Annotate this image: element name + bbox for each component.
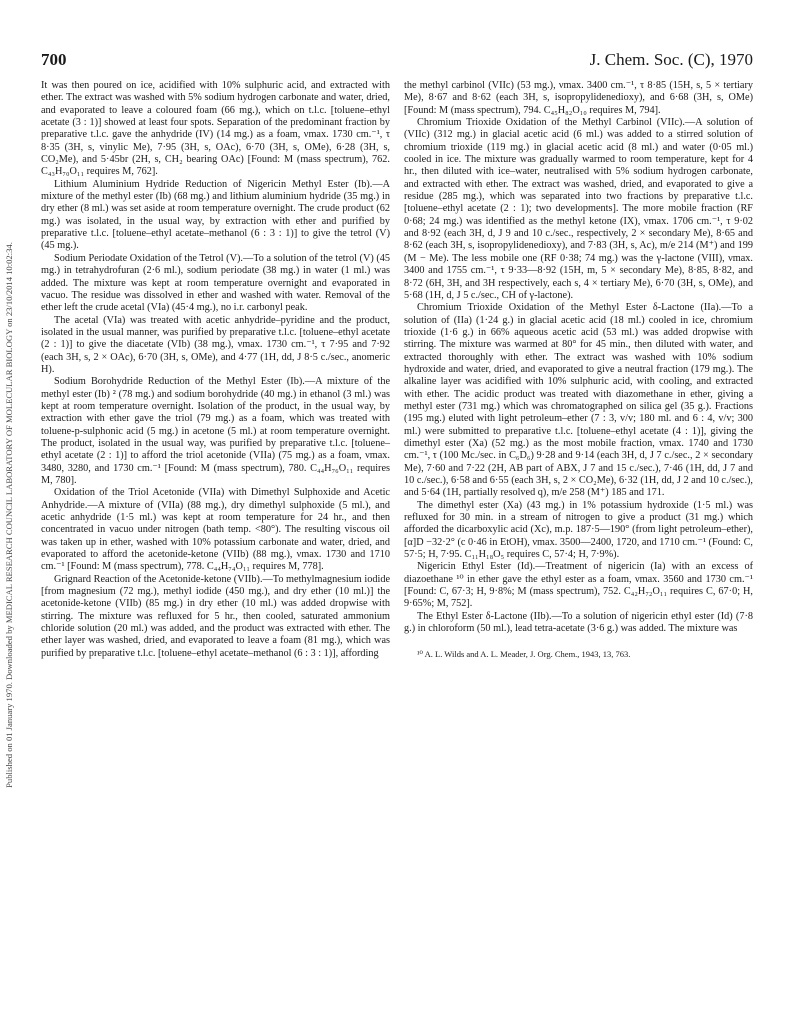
paragraph: The acetal (VIa) was treated with acetic anhydride–pyridine and the product, isolated in the usual manner, was purified by preparative t.l.c. [toluene–ethyl acetate (2 : 1)] to give the diacetate (VIb) (38 mg.), νmax. 1730 cm.⁻¹, τ 7·95 and 7·92 (each 3H, s, 2 × OAc), 6·70 (3H, s, OMe), and 4·77 (1H, dd, J 8·5 c./sec., anomeric H). [41,314,390,375]
download-notice-text: Published on 01 January 1970. Downloaded by MEDICAL RESEARCH COUNCIL LABORATORY OF MOLECULAR BIOLOGY on 23/10/2014 10:02:34. [4,242,14,788]
right-column [404,80,753,660]
paragraph: the methyl carbinol (VIIc) (53 mg.), νmax. 3400 cm.⁻¹, τ 8·85 (15H, s, 5 × tertiary Me), 8·67 and 8·62 (each 3H, s, isopropylidenedioxy), and 6·68 (3H, s, OMe) [Found: M (mass spectrum), 794. C₄₅H₈₂O₁₀ requires M, 794]. [404,80,753,116]
paragraph: Sodium Borohydride Reduction of the Methyl Ester (Ib).—A mixture of the methyl ester (Ib) ² (78 mg.) and sodium borohydride (40 mg.) in ethanol (3 ml.) was kept at room temperature overnight. Isolation of the product, in the usual way, by extraction with ether gave the triol (79 mg.) as a foam, which was treated with toluene-p-sulphonic acid (5 mg.) in acetone (5 ml.) at room temperature overnight. The product, isolated in the usual way, was purified by preparative t.l.c. [toluene–ethyl acetate (2 : 1)] to afford the triol acetonide (VIIa) (75 mg.) as a foam, νmax. 3480, 3280, and 1730 cm.⁻¹ [Found: M (mass spectrum), 780. C₄₄H₇₆O₁₁ requires M, 780]. [41,376,390,486]
paragraph: Chromium Trioxide Oxidation of the Methyl Ester δ-Lactone (IIa).—To a solution of (IIa) (1·24 g.) in glacial acetic acid (18 ml.) cooled in ice, chromium trioxide (1·6 g.) in 66% aqueous acetic acid (53 ml.) was added dropwise with stirring. The mixture was warmed at 80° for 45 min., then diluted with water, and extracted thoroughly with ether. The extract was washed with 10% sodium hydroxide and water, dried, and evaporated to give a neutral fraction (179 mg.). The alkaline layer was acidified with 10% sulphuric acid, with cooling, and extracted with ether. The acidic product was treated with diazomethane in ether, giving a methyl ester (731 mg.) which was chromatographed on silica gel (35 g.). Fractions (195 mg.) eluted with light petroleum–ether (7 : 3, v/v; 180 ml. and 6 : 4, v/v; 300 ml.) were submitted to preparative t.l.c. [toluene–ethyl acetate (4 : 1)], giving the dimethyl ester (Xa) (52 mg.) as the most mobile fraction, νmax. 1740 and 1730 cm.⁻¹, τ (100 Mc./sec. in C₆D₆) 9·28 and 9·14 (each 3H, d, J 7 c./sec., 2 × secondary Me), 7·60 and 7·22 (2H, AB part of ABX, J 7 and 15 c./sec.), 7·46 (1H, dd, J 7 and 10 c./sec.), 6·58 and 6·55 (each 3H, s, 2 × CO₂Me), 6·32 (1H, dd, J 2 and 10 c./sec.), and 5·64 (1H, partially resolved q), m/e 258 (M⁺) 185 and 171. [404,302,753,499]
page-header [41,50,753,72]
paragraph: It was then poured on ice, acidified with 10% sulphuric acid, and extracted with ether. The extract was washed with 5% sodium hydrogen carbonate and water, dried, and evaporated to leave a coloured foam (66 mg.), which on t.l.c. [toluene–ethyl acetate (3 : 1)] showed at least four spots. Separation of the predominant fraction by preparative t.l.c. gave the anhydride (IV) (14 mg.) as a foam, νmax. 1730 cm.⁻¹, τ 8·35 (3H, s, vinylic Me), 7·95 (3H, s, OAc), 6·70 (3H, s, OMe), 6·28 (3H, s, CO₂Me), and 5·45br (2H, s, CH₂ bearing OAc) [Found: M (mass spectrum), 762. C₄₃H₇₀O₁₁ requires M, 762]. [41,80,390,178]
paragraph: Chromium Trioxide Oxidation of the Methyl Carbinol (VIIc).—A solution of (VIIc) (312 mg.) in glacial acetic acid (6 ml.) was added to a stirred solution of chromium trioxide (119 mg.) in glacial acetic acid (8 ml.) and water (0·05 ml.) cooled in ice. The mixture was gradually warmed to room temperature, kept for 4 hr., then diluted with ice–water, neutralised with 5% sodium hydrogen carbonate, and extracted with ether. The extract was washed, dried, and evaporated to give a residue (285 mg.), which was separated into two fractions by preparative t.l.c. [toluene–ethyl acetate (2 : 1); two developments]. The more mobile fraction (RF 0·68; 24 mg.) was identified as the methyl ketone (IX), νmax. 1706 cm.⁻¹, τ 9·02 and 8·92 (each 3H, d, J 9 and 10 c./sec., respectively, 2 × secondary Me), 8·65 and 8·62 (each 3H, s, isopropylidenedioxy), and 7·83 (3H, s, Ac), m/e 214 (M⁺) and 199 (M − Me). The less mobile one (RF 0·38; 74 mg.) was the γ-lactone (VIII), νmax. 3400 and 1755 cm.⁻¹, τ 9·33—8·92 (15H, m, 5 × secondary Me), 8·85, 8·82, and 8·72 (6H, 3H, and 3H respectively, each s, 4 × tertiary Me), 6·70 (3H, s, OMe), and 5·68 (1H, d, J 5 c./sec., CH of γ-lactone). [404,117,753,301]
paragraph: Nigericin Ethyl Ester (Id).—Treatment of nigericin (Ia) with an excess of diazoethane ¹⁰ in ether gave the ethyl ester as a foam, νmax. 3560 and 1730 cm.⁻¹ [Found: C, 67·3; H, 9·8%; M (mass spectrum), 752. C₄₂H₇₂O₁₁ requires C, 67·0; H, 9·65%; M, 752]. [404,561,753,610]
paragraph: Oxidation of the Triol Acetonide (VIIa) with Dimethyl Sulphoxide and Acetic Anhydride.—A mixture of (VIIa) (88 mg.), dry dimethyl sulphoxide (5 ml.), and acetic anhydride (1·5 ml.) was kept at room temperature for 24 hr., and then concentrated in vacuo under nitrogen (bath temp. <80°). The resulting viscous oil was taken up in ether, washed with 10% potassium carbonate and water, dried, and evaporated to afford the acetonide-ketone (VIIb) (88 mg.), νmax. 1730 and 1710 cm.⁻¹ [Found: M (mass spectrum), 778. C₄₄H₇₄O₁₁ requires M, 778]. [41,487,390,573]
paragraph: The Ethyl Ester δ-Lactone (IIb).—To a solution of nigericin ethyl ester (Id) (7·8 g.) in chloroform (50 ml.), lead tetra-acetate (3·6 g.) was added. The mixture was [404,610,753,635]
journal-title: J. Chem. Soc. (C), 1970 [589,50,753,69]
left-column [41,80,390,660]
paragraph: Grignard Reaction of the Acetonide-ketone (VIIb).—To methylmagnesium iodide [from magnesium (72 mg.), methyl iodide (450 mg.), and dry ether (10 ml.)] the acetonide-ketone (VIIb) (85 mg.) in dry ether (10 ml.) was added dropwise with stirring. The mixture was refluxed for 5 hr., then cooled, saturated ammonium chloride solution (20 ml.) was added, and the product was extracted with ether. The ether layer was washed, dried, and evaporated to leave a foam (81 mg.), which was purified by preparative t.l.c. [toluene–ethyl acetate–methanol (6 : 3 : 1)], affording [41,573,390,659]
footnote: ¹⁰ A. L. Wilds and A. L. Meader, J. Org. Chem., 1943, 13, 763. [417,649,631,660]
paragraph: Sodium Periodate Oxidation of the Tetrol (V).—To a solution of the tetrol (V) (45 mg.) in tetrahydrofuran (2·6 ml.), sodium periodate (38 mg.) in water (1 ml.) was added. The mixture was kept at room temperature overnight and evaporated in vacuo. The residue was dissolved in ether and washed with water. Removal of the ether left the crude acetal (VIa) (45·4 mg.), no i.r. carbonyl peak. [41,252,390,314]
page-number: 700 [41,50,67,69]
download-notice [2,10,16,1020]
paragraph: The dimethyl ester (Xa) (43 mg.) in 1% potassium hydroxide (1·5 ml.) was refluxed for 30 min. in a stream of nitrogen to give a product (31 mg.) which afforded the dicarboxylic acid (Xc), m.p. 187·5—190° (from light petroleum–ether), [α]D −32·2° (c 0·46 in EtOH), νmax. 3500—2400, 1720, and 1710 cm.⁻¹ (Found: C, 57·5; H, 7·95. C₁₁H₁₈O₅ requires C, 57·4; H, 7·9%). [404,499,753,561]
paragraph: Lithium Aluminium Hydride Reduction of Nigericin Methyl Ester (Ib).—A mixture of the methyl ester (Ib) (68 mg.) and lithium aluminium hydride (35 mg.) in dry ether (8 ml.) was set aside at room temperature overnight. The crude product (62 mg.) was isolated, in the usual way, by extraction with ether and purified by preparative t.l.c. [toluene–ethyl acetate–methanol (6 : 3 : 1)] to give the tetrol (V) (45 mg.). [41,178,390,252]
